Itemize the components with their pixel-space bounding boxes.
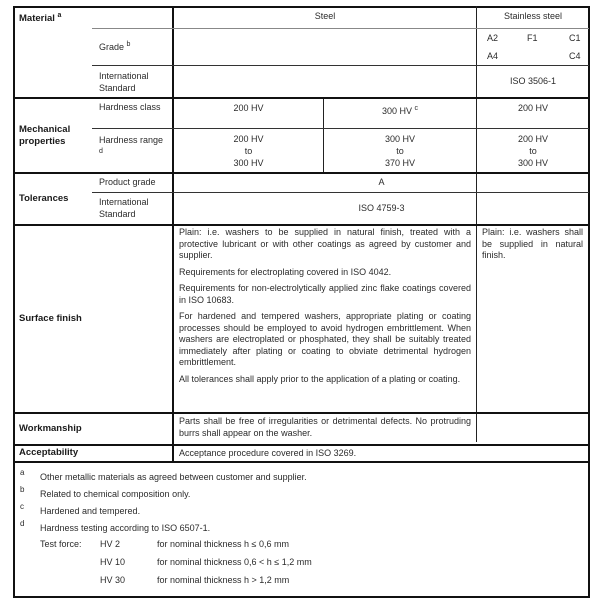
product-grade-label: Product grade	[99, 177, 156, 187]
stainless-steel-header: Stainless steel	[503, 11, 563, 21]
footnote-text: Hardness testing according to ISO 6507-1.	[40, 523, 211, 533]
footnote-mark: c	[20, 502, 24, 511]
mechanical-properties-label: Mechanical properties	[19, 124, 71, 147]
tolerances-intl-std-label: International Standard	[99, 197, 149, 219]
acceptability-text: Acceptance procedure covered in ISO 3269.	[179, 448, 357, 458]
hardness-class-stainless: 200 HV	[517, 103, 549, 113]
material-label: Material $^a$	[19, 12, 62, 24]
footnote-mark: b	[20, 485, 25, 494]
surface-finish-paragraph: For hardened and tempered washers, appropriate plating or coating processes should be employed to avoid hydrogen embrittlement. When washers are electroplated or phosphated, they shall be suitably treated immediately after plating or coating to obviate detrimental hydrogen embrittlement.	[179, 311, 471, 367]
surface-finish-stainless-text: Plain: i.e. washers shall be supplied in natural finish.	[482, 227, 583, 260]
footnote-text: Other metallic materials as agreed between customer and supplier.	[40, 472, 307, 482]
steel-header: Steel	[314, 11, 336, 21]
surface-finish-paragraph: Plain: i.e. washers to be supplied in natural finish, treated with a protective lubricant or with other coatings as agreed by customer and supplier.	[179, 227, 471, 260]
surface-finish-label: Surface finish	[19, 313, 82, 324]
surface-finish-paragraph: Requirements for non-electrolytically applied zinc flake coatings covered in ISO 10683.	[179, 283, 471, 305]
workmanship-text: Parts shall be free of irregularities or detrimental defects. No protruding burrs shall appear on the washer.	[179, 416, 471, 438]
tolerances-label: Tolerances	[19, 193, 69, 204]
hardness-range-label: Hardness range $^d$	[99, 135, 164, 155]
footnote-text: Related to chemical composition only.	[40, 489, 191, 499]
test-force-hv: HV 2	[100, 539, 121, 549]
stainless-grades	[477, 30, 589, 65]
test-force-hv: HV 30	[100, 575, 126, 585]
surface-finish-paragraph: All tolerances shall apply prior to the application of a plating or coating.	[179, 373, 461, 384]
hardness-range-steel-b: 300 HV to 370 HV	[384, 134, 416, 168]
grade-c1: C1	[569, 33, 581, 43]
grade-a4: A4	[487, 51, 499, 61]
test-force-hv: HV 10	[100, 557, 126, 567]
material-intl-std-label: International Standard	[99, 71, 149, 93]
stainless-std: ISO 3506-1	[509, 76, 557, 86]
hardness-range-stainless: 200 HV to 300 HV	[517, 134, 549, 168]
acceptability-label: Acceptability	[19, 447, 79, 458]
hardness-class-steel-a: 200 HV	[233, 103, 264, 113]
test-force-desc: for nominal thickness h ≤ 0,6 mm	[157, 539, 289, 549]
surface-finish-paragraph: Requirements for electroplating covered in ISO 4042.	[179, 266, 392, 277]
grade-c4: C4	[569, 51, 581, 61]
hardness-range-steel-a: 200 HV to 300 HV	[233, 134, 264, 168]
test-force-label: Test force:	[40, 539, 82, 549]
grade-label: Grade $^b$	[99, 41, 131, 52]
footnote-text: Hardened and tempered.	[40, 506, 141, 516]
footnote-mark: d	[20, 519, 25, 528]
grade-f1: F1	[527, 33, 538, 43]
workmanship-label: Workmanship	[19, 423, 82, 434]
test-force-desc: for nominal thickness 0,6 < h ≤ 1,2 mm	[157, 557, 312, 567]
product-grade-value: A	[378, 177, 385, 187]
test-force-desc: for nominal thickness h > 1,2 mm	[157, 575, 290, 585]
grade-a2: A2	[487, 33, 499, 43]
footnote-mark: a	[20, 468, 25, 477]
tolerances-intl-std-value: ISO 4759-3	[358, 203, 405, 213]
hardness-class-label: Hardness class	[99, 102, 161, 112]
hardness-class-steel-b: 300 HV $^c$	[381, 105, 419, 116]
surface-finish-steel-text	[179, 227, 471, 390]
